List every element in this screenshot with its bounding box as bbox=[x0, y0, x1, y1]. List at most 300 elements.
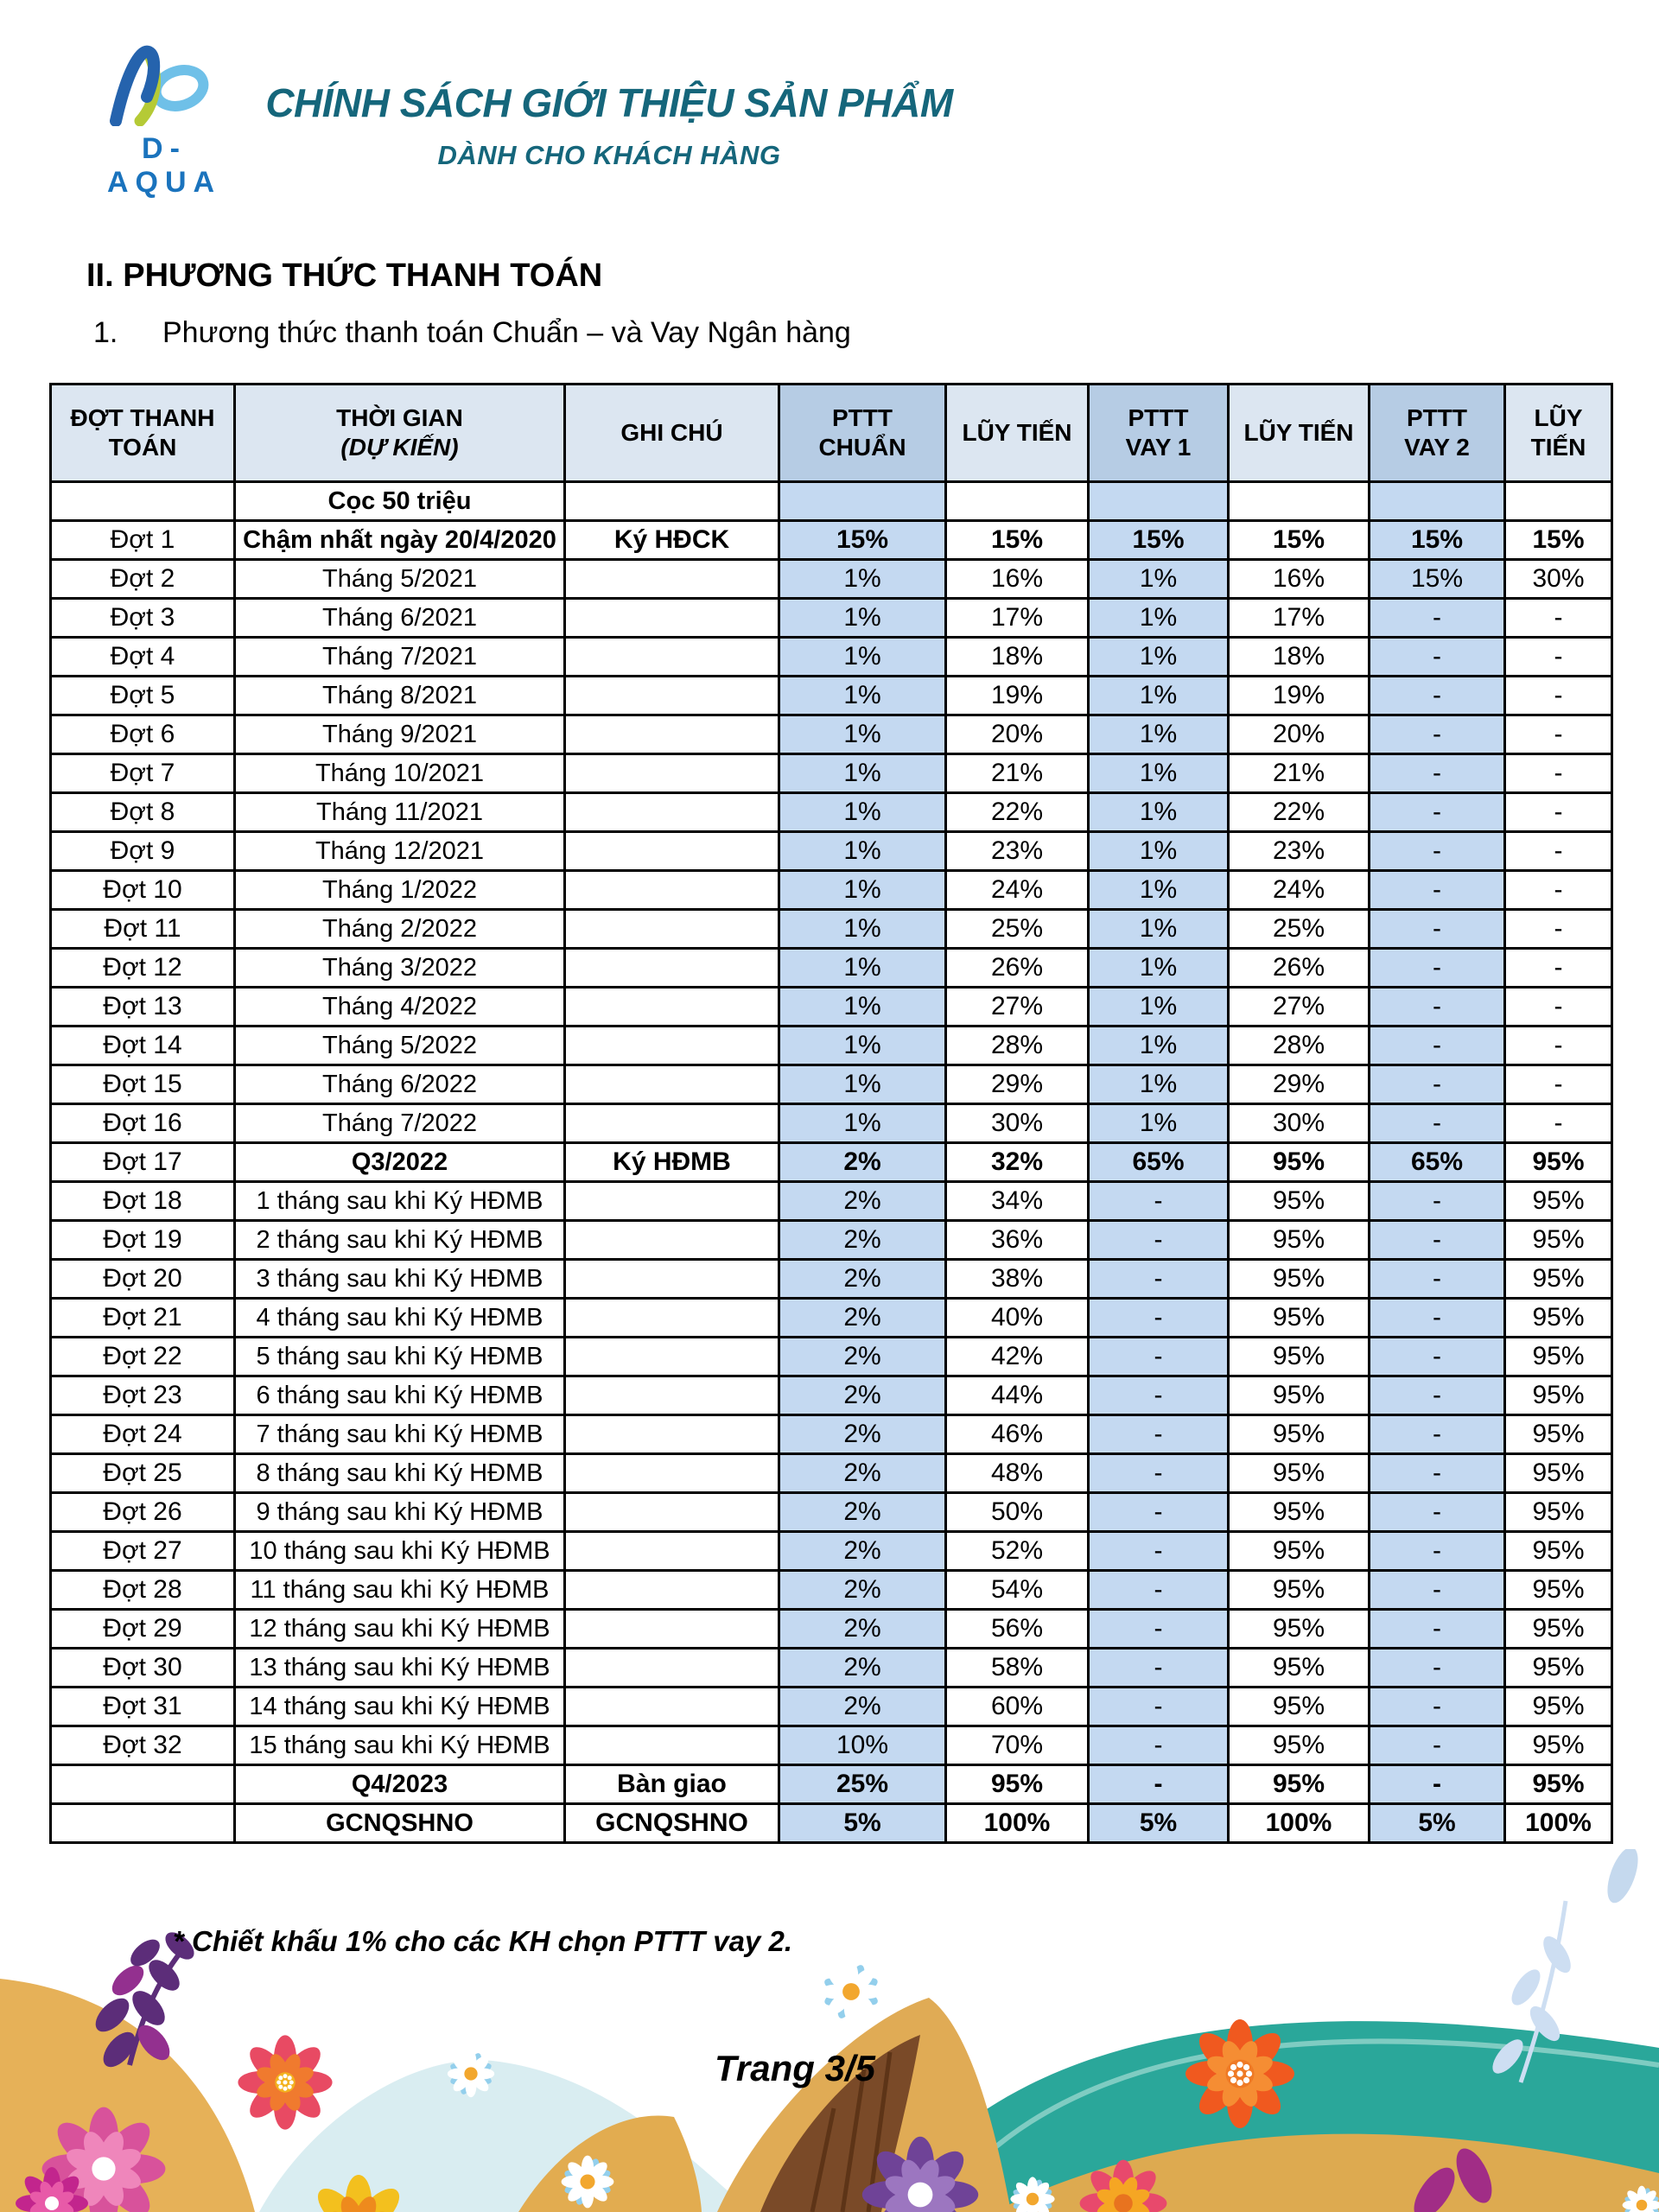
cell-luy-tien-2: 95% bbox=[1229, 1376, 1370, 1415]
cell-time: Tháng 9/2021 bbox=[235, 715, 565, 754]
column-header-pttt-vay2: PTTT VAY 2 bbox=[1370, 385, 1505, 482]
cell-time: Chậm nhất ngày 20/4/2020 bbox=[235, 521, 565, 560]
daisy-3 bbox=[562, 2156, 614, 2209]
cell-note bbox=[565, 1415, 779, 1454]
cell-time: 6 tháng sau khi Ký HĐMB bbox=[235, 1376, 565, 1415]
cell-luy-tien-3: 95% bbox=[1505, 1649, 1612, 1688]
cell-pttt-chuan: 25% bbox=[779, 1765, 946, 1804]
cell-luy-tien-1: 22% bbox=[946, 793, 1089, 832]
cell-note bbox=[565, 1571, 779, 1610]
table-row bbox=[51, 1804, 1612, 1843]
cell-pttt-vay1: - bbox=[1089, 1260, 1229, 1299]
cell-luy-tien-3: - bbox=[1505, 1027, 1612, 1065]
cell-pttt-chuan: 1% bbox=[779, 988, 946, 1027]
cell-pttt-vay2: - bbox=[1370, 677, 1505, 715]
cell-pttt-vay2: - bbox=[1370, 599, 1505, 638]
cell-note bbox=[565, 1338, 779, 1376]
cell-time: Cọc 50 triệu bbox=[235, 482, 565, 521]
cell-time: Q4/2023 bbox=[235, 1765, 565, 1804]
cell-pttt-chuan: 1% bbox=[779, 715, 946, 754]
cell-pttt-vay1: - bbox=[1089, 1688, 1229, 1726]
cell-dot: Đợt 2 bbox=[51, 560, 235, 599]
cell-pttt-vay1: 1% bbox=[1089, 599, 1229, 638]
table-row bbox=[51, 754, 1612, 793]
cell-time: 3 tháng sau khi Ký HĐMB bbox=[235, 1260, 565, 1299]
table-row bbox=[51, 1065, 1612, 1104]
cell-dot bbox=[51, 1765, 235, 1804]
table-row bbox=[51, 1299, 1612, 1338]
cell-pttt-vay2: - bbox=[1370, 1104, 1505, 1143]
cell-dot: Đợt 18 bbox=[51, 1182, 235, 1221]
cell-time: 1 tháng sau khi Ký HĐMB bbox=[235, 1182, 565, 1221]
cell-pttt-vay1: 1% bbox=[1089, 560, 1229, 599]
cell-luy-tien-3: 95% bbox=[1505, 1299, 1612, 1338]
cell-luy-tien-1: 30% bbox=[946, 1104, 1089, 1143]
cell-dot: Đợt 16 bbox=[51, 1104, 235, 1143]
cell-pttt-vay2: - bbox=[1370, 1532, 1505, 1571]
cell-dot: Đợt 1 bbox=[51, 521, 235, 560]
cell-luy-tien-3: 95% bbox=[1505, 1454, 1612, 1493]
cell-dot: Đợt 22 bbox=[51, 1338, 235, 1376]
section-heading: II. PHƯƠNG THỨC THANH TOÁN bbox=[86, 257, 603, 294]
cell-note bbox=[565, 1493, 779, 1532]
cell-luy-tien-3: 100% bbox=[1505, 1804, 1612, 1843]
cell-luy-tien-1: 42% bbox=[946, 1338, 1089, 1376]
cell-luy-tien-2: 95% bbox=[1229, 1182, 1370, 1221]
cell-note bbox=[565, 1221, 779, 1260]
payment-table-body bbox=[51, 482, 1612, 1843]
cell-pttt-vay1: - bbox=[1089, 1571, 1229, 1610]
cell-luy-tien-1: 17% bbox=[946, 599, 1089, 638]
cell-pttt-vay1: - bbox=[1089, 1182, 1229, 1221]
table-row bbox=[51, 1571, 1612, 1610]
column-header-luy-tien-1: LŨY TIẾN bbox=[946, 385, 1089, 482]
table-row bbox=[51, 1182, 1612, 1221]
cell-time: Tháng 10/2021 bbox=[235, 754, 565, 793]
cell-note bbox=[565, 793, 779, 832]
cell-note: Ký HĐMB bbox=[565, 1143, 779, 1182]
cell-pttt-vay1: 1% bbox=[1089, 793, 1229, 832]
cell-pttt-vay1 bbox=[1089, 482, 1229, 521]
cell-time: 15 tháng sau khi Ký HĐMB bbox=[235, 1726, 565, 1765]
list-item-number: 1. bbox=[93, 316, 118, 349]
cell-pttt-chuan: 2% bbox=[779, 1610, 946, 1649]
cell-pttt-vay1: 1% bbox=[1089, 871, 1229, 910]
cell-luy-tien-3: 95% bbox=[1505, 1376, 1612, 1415]
cell-pttt-vay2: - bbox=[1370, 1182, 1505, 1221]
cell-note bbox=[565, 1649, 779, 1688]
cell-dot: Đợt 20 bbox=[51, 1260, 235, 1299]
cell-luy-tien-3: 95% bbox=[1505, 1688, 1612, 1726]
cell-pttt-vay1: - bbox=[1089, 1454, 1229, 1493]
cell-luy-tien-2: 22% bbox=[1229, 793, 1370, 832]
cell-time: 5 tháng sau khi Ký HĐMB bbox=[235, 1338, 565, 1376]
table-row bbox=[51, 1221, 1612, 1260]
page-number-label: Trang 3/5 bbox=[715, 2048, 875, 2088]
column-header-pttt-chuan: PTTT CHUẨN bbox=[779, 385, 946, 482]
cell-note bbox=[565, 1299, 779, 1338]
cell-pttt-vay2: - bbox=[1370, 1454, 1505, 1493]
cell-time: Tháng 6/2022 bbox=[235, 1065, 565, 1104]
cell-luy-tien-1: 44% bbox=[946, 1376, 1089, 1415]
cell-pttt-chuan: 2% bbox=[779, 1221, 946, 1260]
cell-pttt-chuan: 2% bbox=[779, 1688, 946, 1726]
cell-pttt-vay1: - bbox=[1089, 1726, 1229, 1765]
cell-time: Q3/2022 bbox=[235, 1143, 565, 1182]
cell-luy-tien-2: 20% bbox=[1229, 715, 1370, 754]
column-header-luy-tien-3: LŨY TIẾN bbox=[1505, 385, 1612, 482]
table-row bbox=[51, 949, 1612, 988]
cell-luy-tien-1: 27% bbox=[946, 988, 1089, 1027]
cell-pttt-vay2: - bbox=[1370, 1299, 1505, 1338]
cell-luy-tien-2: 95% bbox=[1229, 1143, 1370, 1182]
cell-time: Tháng 11/2021 bbox=[235, 793, 565, 832]
cell-luy-tien-1: 48% bbox=[946, 1454, 1089, 1493]
cell-pttt-chuan: 1% bbox=[779, 599, 946, 638]
table-row bbox=[51, 793, 1612, 832]
cell-luy-tien-2: 95% bbox=[1229, 1532, 1370, 1571]
cell-luy-tien-2: 15% bbox=[1229, 521, 1370, 560]
column-header-pttt-vay1: PTTT VAY 1 bbox=[1089, 385, 1229, 482]
cell-time: 9 tháng sau khi Ký HĐMB bbox=[235, 1493, 565, 1532]
cell-pttt-chuan: 1% bbox=[779, 677, 946, 715]
cell-note bbox=[565, 1260, 779, 1299]
cell-luy-tien-2: 95% bbox=[1229, 1493, 1370, 1532]
cell-pttt-chuan: 1% bbox=[779, 1027, 946, 1065]
cell-luy-tien-1: 15% bbox=[946, 521, 1089, 560]
column-header-note: GHI CHÚ bbox=[565, 385, 779, 482]
cell-pttt-vay1: 1% bbox=[1089, 832, 1229, 871]
cell-luy-tien-2: 26% bbox=[1229, 949, 1370, 988]
table-row bbox=[51, 871, 1612, 910]
cell-dot: Đợt 30 bbox=[51, 1649, 235, 1688]
cell-note bbox=[565, 1182, 779, 1221]
cell-pttt-chuan: 2% bbox=[779, 1143, 946, 1182]
column-header-dot: ĐỢT THANH TOÁN bbox=[51, 385, 235, 482]
cell-pttt-vay1: 5% bbox=[1089, 1804, 1229, 1843]
cell-dot: Đợt 6 bbox=[51, 715, 235, 754]
table-row bbox=[51, 1260, 1612, 1299]
cell-luy-tien-1: 56% bbox=[946, 1610, 1089, 1649]
cell-note bbox=[565, 949, 779, 988]
cell-pttt-vay2: - bbox=[1370, 871, 1505, 910]
cell-pttt-vay2: - bbox=[1370, 715, 1505, 754]
cell-luy-tien-3: - bbox=[1505, 988, 1612, 1027]
cell-luy-tien-2: 29% bbox=[1229, 1065, 1370, 1104]
cell-luy-tien-3: 95% bbox=[1505, 1182, 1612, 1221]
table-row bbox=[51, 1765, 1612, 1804]
cell-pttt-vay1: 65% bbox=[1089, 1143, 1229, 1182]
cell-dot: Đợt 4 bbox=[51, 638, 235, 677]
cell-pttt-vay2: - bbox=[1370, 754, 1505, 793]
cell-time: Tháng 1/2022 bbox=[235, 871, 565, 910]
table-row bbox=[51, 1726, 1612, 1765]
cell-luy-tien-2: 16% bbox=[1229, 560, 1370, 599]
cell-pttt-vay2: 15% bbox=[1370, 521, 1505, 560]
cell-luy-tien-1: 95% bbox=[946, 1765, 1089, 1804]
cell-pttt-vay1: - bbox=[1089, 1299, 1229, 1338]
cell-time: 8 tháng sau khi Ký HĐMB bbox=[235, 1454, 565, 1493]
cell-time: Tháng 8/2021 bbox=[235, 677, 565, 715]
cell-luy-tien-1: 52% bbox=[946, 1532, 1089, 1571]
cell-luy-tien-1: 54% bbox=[946, 1571, 1089, 1610]
cell-luy-tien-1: 20% bbox=[946, 715, 1089, 754]
cell-luy-tien-2: 28% bbox=[1229, 1027, 1370, 1065]
cell-time: 7 tháng sau khi Ký HĐMB bbox=[235, 1415, 565, 1454]
cell-luy-tien-2: 95% bbox=[1229, 1260, 1370, 1299]
cell-time: Tháng 3/2022 bbox=[235, 949, 565, 988]
cell-luy-tien-2: 95% bbox=[1229, 1649, 1370, 1688]
cell-pttt-vay2: - bbox=[1370, 638, 1505, 677]
cell-pttt-vay2: 5% bbox=[1370, 1804, 1505, 1843]
cell-pttt-chuan: 2% bbox=[779, 1376, 946, 1415]
cell-pttt-vay1: 1% bbox=[1089, 754, 1229, 793]
cell-dot: Đợt 29 bbox=[51, 1610, 235, 1649]
logo-wordmark: D-AQUA bbox=[106, 132, 222, 199]
cell-pttt-chuan: 2% bbox=[779, 1299, 946, 1338]
cell-luy-tien-2: 95% bbox=[1229, 1610, 1370, 1649]
cell-dot: Đợt 15 bbox=[51, 1065, 235, 1104]
cell-luy-tien-2: 21% bbox=[1229, 754, 1370, 793]
d-aqua-logo-icon bbox=[95, 40, 233, 126]
cell-pttt-vay2: - bbox=[1370, 1571, 1505, 1610]
cell-luy-tien-3: 95% bbox=[1505, 1260, 1612, 1299]
cell-dot: Đợt 31 bbox=[51, 1688, 235, 1726]
cell-luy-tien-1: 58% bbox=[946, 1649, 1089, 1688]
cell-pttt-vay2: - bbox=[1370, 1376, 1505, 1415]
cell-luy-tien-3: - bbox=[1505, 949, 1612, 988]
cell-note bbox=[565, 1376, 779, 1415]
cell-pttt-vay1: 1% bbox=[1089, 949, 1229, 988]
table-row bbox=[51, 1454, 1612, 1493]
cell-luy-tien-1: 50% bbox=[946, 1493, 1089, 1532]
cell-dot: Đợt 10 bbox=[51, 871, 235, 910]
cell-pttt-vay2: - bbox=[1370, 1065, 1505, 1104]
cell-pttt-chuan: 1% bbox=[779, 638, 946, 677]
cell-dot: Đợt 24 bbox=[51, 1415, 235, 1454]
cell-luy-tien-3: 95% bbox=[1505, 1338, 1612, 1376]
cell-pttt-vay2: - bbox=[1370, 910, 1505, 949]
cell-pttt-chuan: 2% bbox=[779, 1260, 946, 1299]
table-row bbox=[51, 1143, 1612, 1182]
cell-luy-tien-3: 15% bbox=[1505, 521, 1612, 560]
cell-time: Tháng 5/2021 bbox=[235, 560, 565, 599]
cell-pttt-chuan: 2% bbox=[779, 1649, 946, 1688]
cell-pttt-vay1: - bbox=[1089, 1765, 1229, 1804]
cell-luy-tien-3: 95% bbox=[1505, 1610, 1612, 1649]
cell-pttt-chuan: 2% bbox=[779, 1182, 946, 1221]
cell-dot: Đợt 25 bbox=[51, 1454, 235, 1493]
cell-pttt-vay1: - bbox=[1089, 1610, 1229, 1649]
cell-pttt-chuan: 1% bbox=[779, 754, 946, 793]
cell-luy-tien-2: 23% bbox=[1229, 832, 1370, 871]
cell-dot: Đợt 26 bbox=[51, 1493, 235, 1532]
cell-dot: Đợt 32 bbox=[51, 1726, 235, 1765]
cell-dot: Đợt 3 bbox=[51, 599, 235, 638]
cell-pttt-vay1: 1% bbox=[1089, 638, 1229, 677]
cell-pttt-chuan: 10% bbox=[779, 1726, 946, 1765]
cell-note bbox=[565, 1065, 779, 1104]
cell-luy-tien-3: 95% bbox=[1505, 1532, 1612, 1571]
cell-luy-tien-1: 19% bbox=[946, 677, 1089, 715]
cell-luy-tien-2: 95% bbox=[1229, 1221, 1370, 1260]
cell-time: 12 tháng sau khi Ký HĐMB bbox=[235, 1610, 565, 1649]
cell-dot: Đợt 11 bbox=[51, 910, 235, 949]
cell-time: Tháng 7/2022 bbox=[235, 1104, 565, 1143]
cell-luy-tien-2: 25% bbox=[1229, 910, 1370, 949]
cell-luy-tien-1: 16% bbox=[946, 560, 1089, 599]
table-row bbox=[51, 1610, 1612, 1649]
cell-luy-tien-2: 100% bbox=[1229, 1804, 1370, 1843]
daisy-1 bbox=[821, 1961, 881, 2022]
cell-luy-tien-3: - bbox=[1505, 1065, 1612, 1104]
cell-pttt-chuan: 1% bbox=[779, 793, 946, 832]
cell-dot: Đợt 21 bbox=[51, 1299, 235, 1338]
cell-note bbox=[565, 715, 779, 754]
cell-luy-tien-3: - bbox=[1505, 793, 1612, 832]
cell-pttt-vay1: 1% bbox=[1089, 1027, 1229, 1065]
cell-time: 11 tháng sau khi Ký HĐMB bbox=[235, 1571, 565, 1610]
cell-dot: Đợt 9 bbox=[51, 832, 235, 871]
cell-pttt-vay2: - bbox=[1370, 793, 1505, 832]
cell-note bbox=[565, 638, 779, 677]
payment-table bbox=[49, 383, 1613, 1844]
cell-luy-tien-3: 95% bbox=[1505, 1726, 1612, 1765]
cell-time: Tháng 12/2021 bbox=[235, 832, 565, 871]
cell-luy-tien-2: 95% bbox=[1229, 1571, 1370, 1610]
cell-pttt-vay2: - bbox=[1370, 988, 1505, 1027]
cell-pttt-chuan: 2% bbox=[779, 1338, 946, 1376]
cell-pttt-vay2: - bbox=[1370, 1726, 1505, 1765]
cell-pttt-vay2: - bbox=[1370, 832, 1505, 871]
cell-luy-tien-1: 34% bbox=[946, 1182, 1089, 1221]
page-title: CHÍNH SÁCH GIỚI THIỆU SẢN PHẨM bbox=[265, 80, 953, 125]
cell-luy-tien-2: 95% bbox=[1229, 1338, 1370, 1376]
cell-pttt-vay2: - bbox=[1370, 1493, 1505, 1532]
red-orange-flower bbox=[238, 2035, 332, 2129]
cell-dot: Đợt 23 bbox=[51, 1376, 235, 1415]
payment-table-wrap bbox=[49, 383, 1613, 1844]
cell-luy-tien-3: 95% bbox=[1505, 1143, 1612, 1182]
cell-time: 10 tháng sau khi Ký HĐMB bbox=[235, 1532, 565, 1571]
table-row bbox=[51, 1415, 1612, 1454]
cell-luy-tien-1: 23% bbox=[946, 832, 1089, 871]
cell-dot: Đợt 7 bbox=[51, 754, 235, 793]
cell-pttt-vay2: - bbox=[1370, 1415, 1505, 1454]
cell-time: 2 tháng sau khi Ký HĐMB bbox=[235, 1221, 565, 1260]
cell-note bbox=[565, 1027, 779, 1065]
cell-luy-tien-1: 40% bbox=[946, 1299, 1089, 1338]
table-row bbox=[51, 599, 1612, 638]
cell-luy-tien-3: - bbox=[1505, 638, 1612, 677]
cell-pttt-vay1: 1% bbox=[1089, 677, 1229, 715]
cell-luy-tien-3 bbox=[1505, 482, 1612, 521]
cell-time: 13 tháng sau khi Ký HĐMB bbox=[235, 1649, 565, 1688]
column-header-time: THỜI GIAN (DỰ KIẾN) bbox=[235, 385, 565, 482]
table-row bbox=[51, 715, 1612, 754]
cell-pttt-vay1: 1% bbox=[1089, 988, 1229, 1027]
table-row bbox=[51, 677, 1612, 715]
cell-note: GCNQSHNO bbox=[565, 1804, 779, 1843]
cell-luy-tien-1: 24% bbox=[946, 871, 1089, 910]
cell-pttt-chuan: 1% bbox=[779, 1065, 946, 1104]
cell-pttt-vay2: 65% bbox=[1370, 1143, 1505, 1182]
cell-dot: Đợt 28 bbox=[51, 1571, 235, 1610]
cell-dot: Đợt 19 bbox=[51, 1221, 235, 1260]
cell-pttt-chuan: 1% bbox=[779, 910, 946, 949]
cell-luy-tien-3: - bbox=[1505, 677, 1612, 715]
cell-note bbox=[565, 1454, 779, 1493]
cell-luy-tien-3: - bbox=[1505, 599, 1612, 638]
cell-pttt-vay2: - bbox=[1370, 949, 1505, 988]
cell-luy-tien-2: 17% bbox=[1229, 599, 1370, 638]
cell-time: 4 tháng sau khi Ký HĐMB bbox=[235, 1299, 565, 1338]
cell-pttt-vay2: - bbox=[1370, 1260, 1505, 1299]
table-row bbox=[51, 1688, 1612, 1726]
cell-luy-tien-2: 24% bbox=[1229, 871, 1370, 910]
table-row bbox=[51, 1532, 1612, 1571]
cell-pttt-chuan: 2% bbox=[779, 1415, 946, 1454]
cell-pttt-vay2: - bbox=[1370, 1027, 1505, 1065]
cell-note bbox=[565, 1726, 779, 1765]
cell-luy-tien-1: 38% bbox=[946, 1260, 1089, 1299]
cell-luy-tien-2: 95% bbox=[1229, 1726, 1370, 1765]
cell-pttt-vay2: - bbox=[1370, 1610, 1505, 1649]
cell-dot bbox=[51, 482, 235, 521]
cell-luy-tien-2: 30% bbox=[1229, 1104, 1370, 1143]
cell-luy-tien-2: 19% bbox=[1229, 677, 1370, 715]
cell-pttt-vay1: - bbox=[1089, 1532, 1229, 1571]
cell-pttt-vay2 bbox=[1370, 482, 1505, 521]
cell-pttt-vay1: - bbox=[1089, 1493, 1229, 1532]
cell-pttt-vay2: - bbox=[1370, 1688, 1505, 1726]
cell-luy-tien-2: 95% bbox=[1229, 1415, 1370, 1454]
d-aqua-logo bbox=[86, 40, 242, 200]
cell-pttt-vay1: 1% bbox=[1089, 1104, 1229, 1143]
cell-luy-tien-1: 70% bbox=[946, 1726, 1089, 1765]
cell-luy-tien-1: 100% bbox=[946, 1804, 1089, 1843]
cell-pttt-chuan: 2% bbox=[779, 1454, 946, 1493]
cell-luy-tien-3: 95% bbox=[1505, 1415, 1612, 1454]
cell-note bbox=[565, 1610, 779, 1649]
table-header-row bbox=[51, 385, 1612, 482]
cell-note bbox=[565, 988, 779, 1027]
cell-luy-tien-1: 18% bbox=[946, 638, 1089, 677]
cell-luy-tien-1: 26% bbox=[946, 949, 1089, 988]
cell-pttt-chuan: 1% bbox=[779, 871, 946, 910]
table-row bbox=[51, 910, 1612, 949]
cell-pttt-vay1: 1% bbox=[1089, 910, 1229, 949]
cell-time: Tháng 2/2022 bbox=[235, 910, 565, 949]
cell-luy-tien-2: 18% bbox=[1229, 638, 1370, 677]
cell-time: Tháng 6/2021 bbox=[235, 599, 565, 638]
cell-luy-tien-1: 28% bbox=[946, 1027, 1089, 1065]
cell-luy-tien-1: 25% bbox=[946, 910, 1089, 949]
table-row bbox=[51, 1338, 1612, 1376]
cell-luy-tien-1: 60% bbox=[946, 1688, 1089, 1726]
cell-note bbox=[565, 677, 779, 715]
footer-decoration bbox=[0, 1849, 1659, 2212]
cell-luy-tien-2: 95% bbox=[1229, 1688, 1370, 1726]
cell-pttt-chuan: 15% bbox=[779, 521, 946, 560]
cell-note bbox=[565, 832, 779, 871]
cell-luy-tien-3: 95% bbox=[1505, 1765, 1612, 1804]
cell-pttt-chuan: 1% bbox=[779, 949, 946, 988]
cell-pttt-chuan: 1% bbox=[779, 832, 946, 871]
cell-note bbox=[565, 871, 779, 910]
cell-note bbox=[565, 1688, 779, 1726]
list-item-text: Phương thức thanh toán Chuẩn – và Vay Ngân hàng bbox=[162, 316, 851, 349]
